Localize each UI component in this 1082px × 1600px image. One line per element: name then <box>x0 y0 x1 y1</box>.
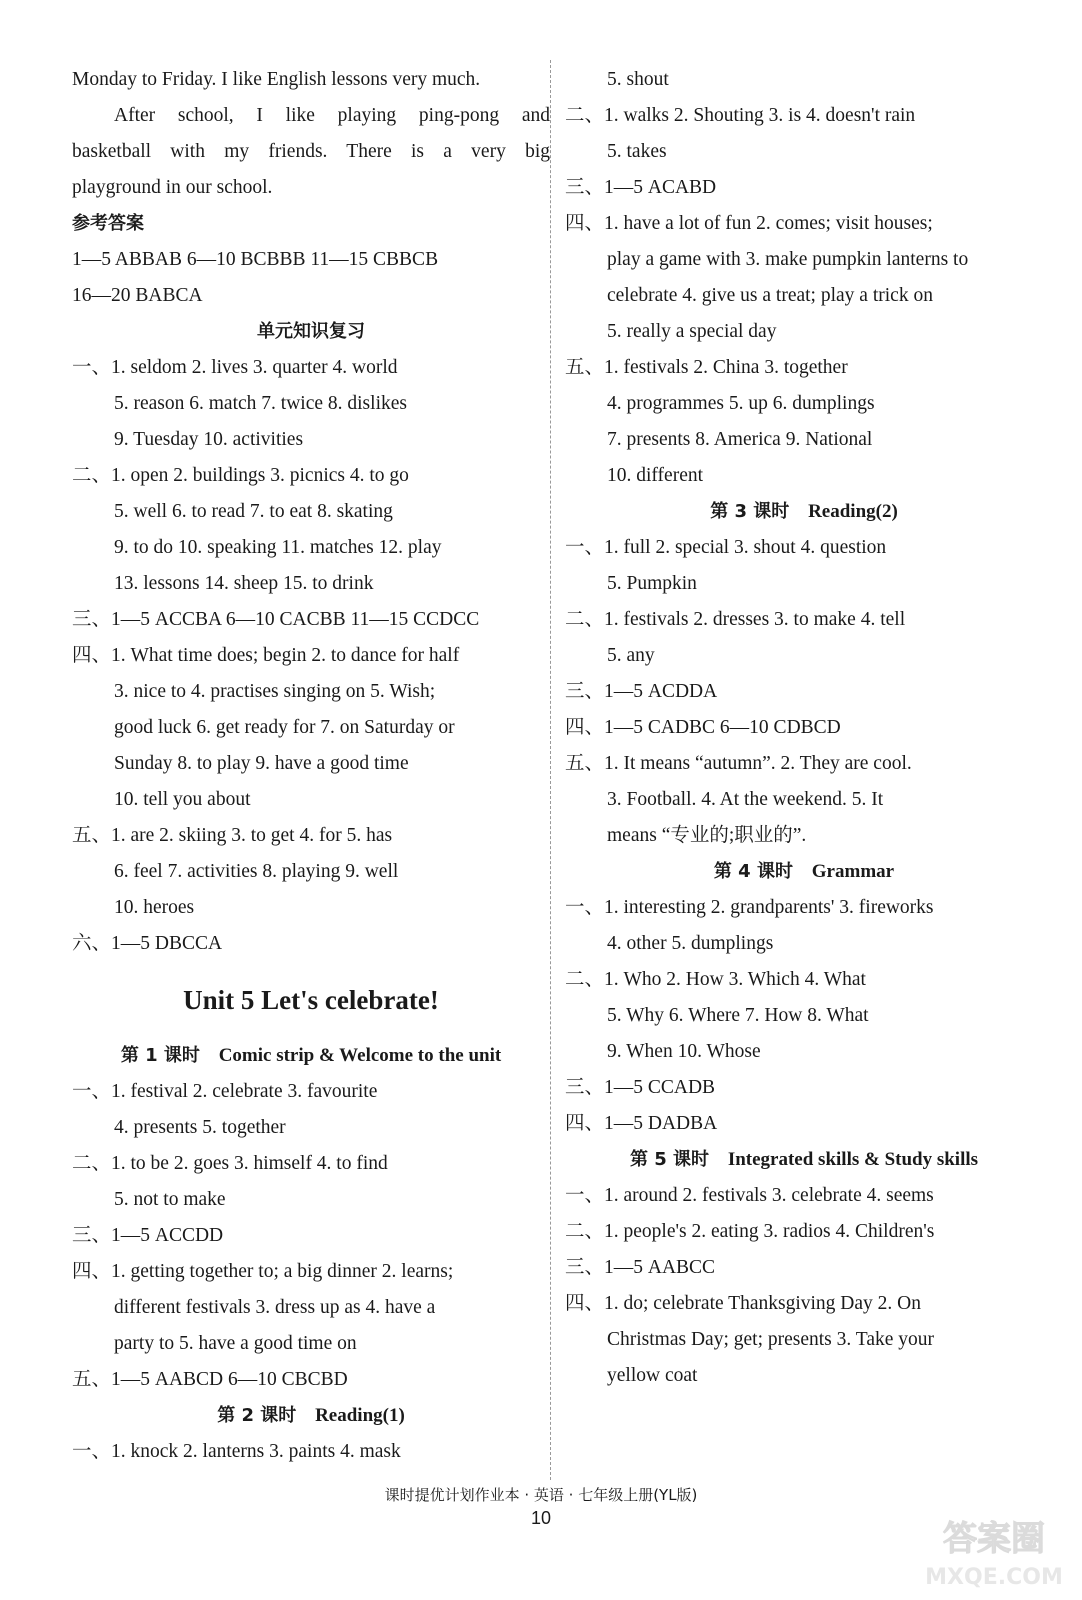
lesson-1-line: 二、1. to be 2. goes 3. himself 4. to find <box>72 1153 388 1174</box>
lesson-1-line: 一、1. festival 2. celebrate 3. favourite <box>72 1081 378 1102</box>
lesson-1-line: 5. not to make <box>114 1189 226 1210</box>
lesson-number: 第 2 课时 <box>217 1405 297 1426</box>
answer-line: 1—5 ABBAB 6—10 BCBBB 11—15 CBBCB <box>72 249 439 270</box>
lesson-3-line: 五、1. It means “autumn”. 2. They are cool. <box>565 753 912 774</box>
review-line: 三、1—5 ACCBA 6—10 CACBB 11—15 CCDCC <box>72 609 480 630</box>
lesson-3-line: 二、1. festivals 2. dresses 3. to make 4. tell <box>565 609 906 630</box>
lesson-5-line: Christmas Day; get; presents 3. Take your <box>607 1329 935 1350</box>
review-line: 9. to do 10. speaking 11. matches 12. play <box>114 537 442 558</box>
lesson-2-line: 五、1. festivals 2. China 3. together <box>565 357 848 378</box>
lesson-2-line: 10. different <box>607 465 704 486</box>
lesson-3-line: 一、1. full 2. special 3. shout 4. question <box>565 537 887 558</box>
lesson-5-line: yellow coat <box>607 1365 698 1386</box>
intro-line: basketball with my friends. There is a very big <box>72 141 550 162</box>
lesson-5-line: 四、1. do; celebrate Thanksgiving Day 2. On <box>565 1293 921 1314</box>
review-line: 6. feel 7. activities 8. playing 9. well <box>114 861 399 882</box>
review-line: 六、1—5 DBCCA <box>72 933 223 954</box>
lesson-number: 第 5 课时 <box>629 1149 709 1170</box>
review-line: 9. Tuesday 10. activities <box>114 429 304 450</box>
review-line: 10. tell you about <box>114 789 251 810</box>
review-line: 一、1. seldom 2. lives 3. quarter 4. world <box>72 357 398 378</box>
lesson-4-line: 四、1—5 DADBA <box>565 1113 718 1134</box>
lesson-5-line: 一、1. around 2. festivals 3. celebrate 4. seems <box>565 1185 934 1206</box>
lesson-4-line: 5. Why 6. Where 7. How 8. What <box>607 1005 869 1026</box>
column-divider <box>550 60 551 1480</box>
lesson-1-line: 4. presents 5. together <box>114 1117 286 1138</box>
review-line: 3. nice to 4. practises singing on 5. Wish; <box>114 681 436 702</box>
watermark-text: 答案圈 <box>943 1519 1045 1559</box>
answers-heading: 参考答案 <box>72 213 144 234</box>
right-column <box>565 62 1043 1394</box>
lesson-4-line: 一、1. interesting 2. grandparents' 3. fireworks <box>565 897 934 918</box>
lesson-1-line: party to 5. have a good time on <box>114 1333 357 1354</box>
review-line: 二、1. open 2. buildings 3. picnics 4. to go <box>72 465 409 486</box>
lesson-2-line: 二、1. walks 2. Shouting 3. is 4. doesn't rain <box>565 105 916 126</box>
intro-line: Monday to Friday. I like English lessons very much. <box>72 69 481 90</box>
review-line: 13. lessons 14. sheep 15. to drink <box>114 573 374 594</box>
lesson-2-line: 一、1. knock 2. lanterns 3. paints 4. mask <box>72 1441 401 1462</box>
lesson-3-heading <box>565 494 1043 530</box>
lesson-3-line: 四、1—5 CADBC 6—10 CDBCD <box>565 717 841 738</box>
footer-title: 课时提优计划作业本 · 英语 · 七年级上册(YL版) <box>384 1486 698 1504</box>
intro-line: playground in our school. <box>72 177 273 198</box>
review-line: 10. heroes <box>114 897 195 918</box>
lesson-5-line: 二、1. people's 2. eating 3. radios 4. Children's <box>565 1221 935 1242</box>
review-line: good luck 6. get ready for 7. on Saturday or <box>114 717 455 738</box>
lesson-number: 第 1 课时 <box>120 1045 200 1066</box>
lesson-1-heading <box>72 1038 550 1074</box>
lesson-2-line: 7. presents 8. America 9. National <box>607 429 873 450</box>
lesson-2-line: 5. really a special day <box>607 321 777 342</box>
lesson-1-line: 四、1. getting together to; a big dinner 2. learns; <box>72 1261 454 1282</box>
lesson-title: Comic strip & Welcome to the unit <box>218 1045 502 1066</box>
lesson-1-line: 三、1—5 ACCDD <box>72 1225 224 1246</box>
lesson-3-line: means “专业的;职业的”. <box>607 825 807 846</box>
page-number: 10 <box>530 1508 552 1528</box>
lesson-4-line: 9. When 10. Whose <box>607 1041 761 1062</box>
answer-line: 16—20 BABCA <box>72 285 203 306</box>
lesson-3-line: 三、1—5 ACDDA <box>565 681 718 702</box>
lesson-number: 第 3 课时 <box>710 501 790 522</box>
lesson-2-heading <box>72 1398 550 1434</box>
lesson-4-line: 二、1. Who 2. How 3. Which 4. What <box>565 969 866 990</box>
lesson-3-line: 5. Pumpkin <box>607 573 697 594</box>
review-title: 单元知识复习 <box>257 321 365 342</box>
review-line: 5. well 6. to read 7. to eat 8. skating <box>114 501 393 522</box>
lesson-4-line: 三、1—5 CCADB <box>565 1077 716 1098</box>
review-line: 5. reason 6. match 7. twice 8. dislikes <box>114 393 407 414</box>
watermark-logo <box>914 1504 1074 1594</box>
lesson-2-line: play a game with 3. make pumpkin lanterns to <box>607 249 969 270</box>
watermark-url: MXQE.COM <box>925 1565 1063 1590</box>
review-line: 五、1. are 2. skiing 3. to get 4. for 5. has <box>72 825 393 846</box>
lesson-2-line: 4. programmes 5. up 6. dumplings <box>607 393 875 414</box>
intro-line: After school, I like playing ping-pong and <box>114 105 550 126</box>
lesson-2-line: 5. shout <box>607 69 669 90</box>
unit-title: Unit 5 Let's celebrate! <box>183 985 439 1015</box>
lesson-title: Integrated skills & Study skills <box>727 1149 979 1170</box>
review-line: Sunday 8. to play 9. have a good time <box>114 753 409 774</box>
review-line: 四、1. What time does; begin 2. to dance for half <box>72 645 460 666</box>
lesson-4-heading <box>565 854 1043 890</box>
lesson-1-line: 五、1—5 AABCD 6—10 CBCBD <box>72 1369 348 1390</box>
left-column <box>72 62 550 1470</box>
lesson-title: Reading(1) <box>315 1405 405 1426</box>
lesson-5-line: 三、1—5 AABCC <box>565 1257 716 1278</box>
lesson-number: 第 4 课时 <box>713 861 793 882</box>
lesson-title: Grammar <box>811 861 895 882</box>
lesson-3-line: 5. any <box>607 645 655 666</box>
lesson-title: Reading(2) <box>808 501 898 522</box>
lesson-2-line: celebrate 4. give us a treat; play a trick on <box>607 285 933 306</box>
lesson-4-line: 4. other 5. dumplings <box>607 933 774 954</box>
lesson-2-line: 四、1. have a lot of fun 2. comes; visit houses; <box>565 213 933 234</box>
lesson-2-line: 三、1—5 ACABD <box>565 177 717 198</box>
lesson-1-line: different festivals 3. dress up as 4. have a <box>114 1297 436 1318</box>
lesson-5-heading <box>565 1142 1043 1178</box>
lesson-3-line: 3. Football. 4. At the weekend. 5. It <box>607 789 884 810</box>
lesson-2-line: 5. takes <box>607 141 667 162</box>
